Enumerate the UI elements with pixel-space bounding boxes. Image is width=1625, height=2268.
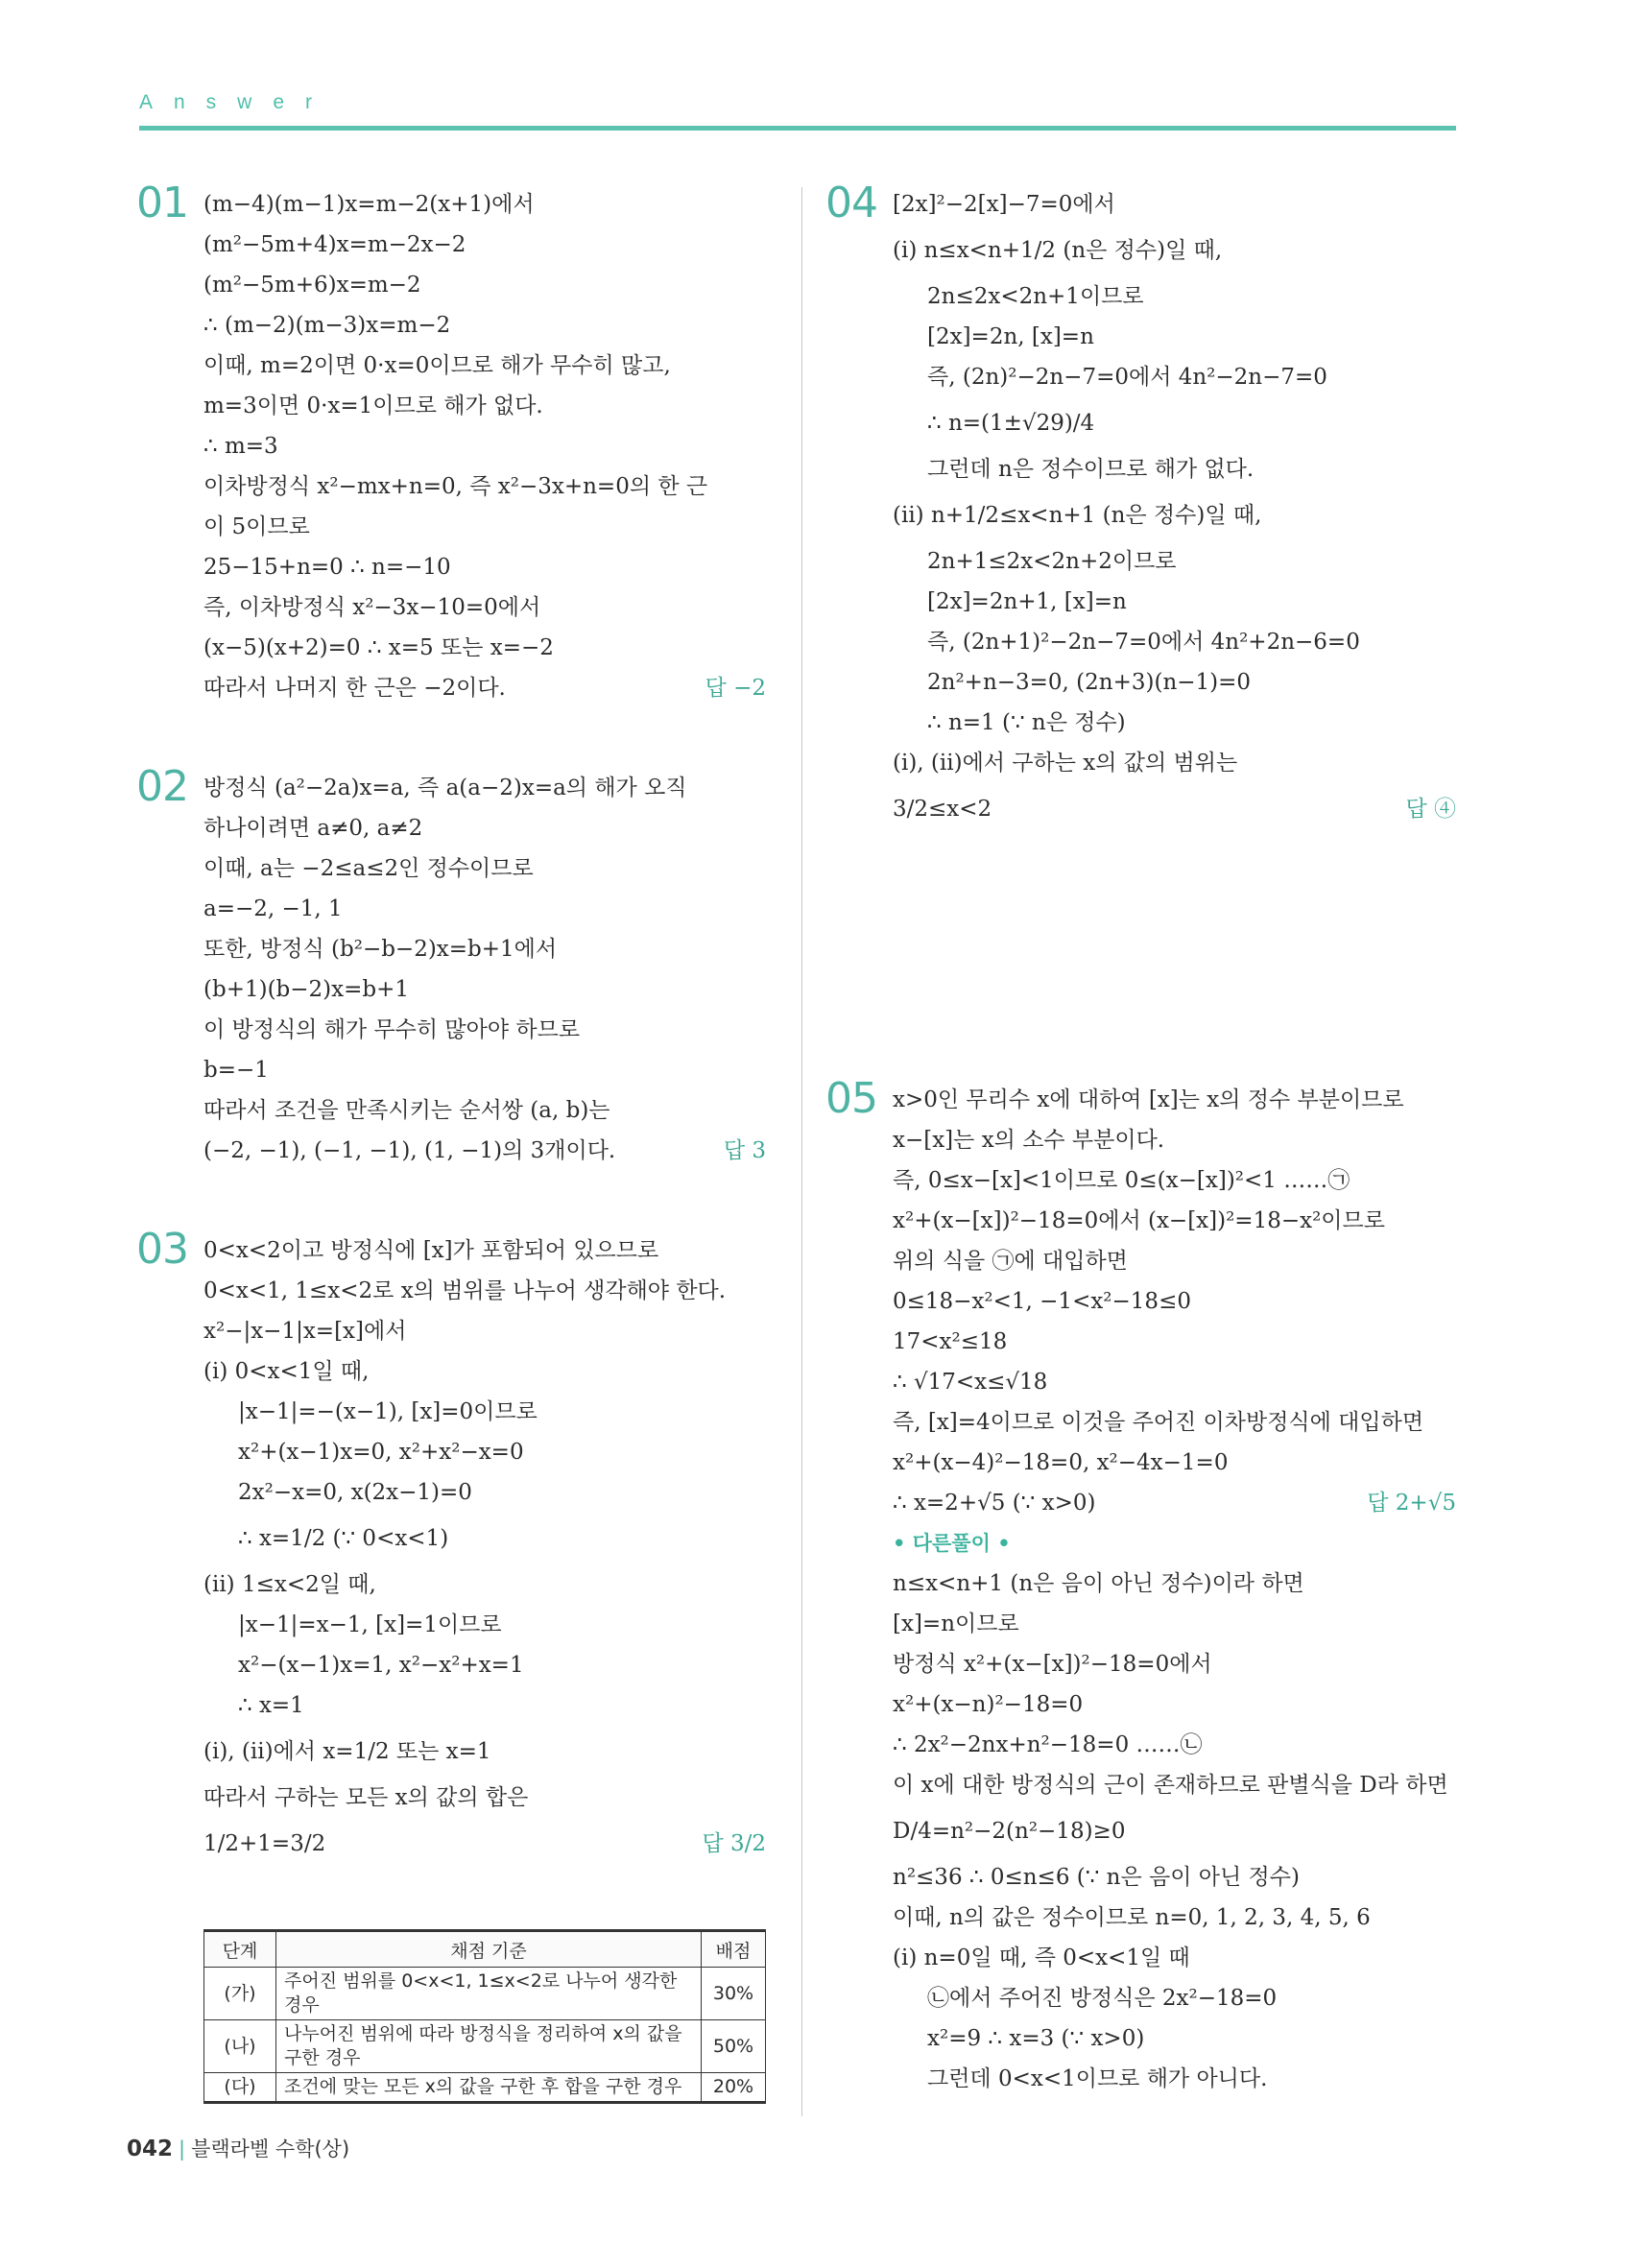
solution-line: (i) n=0일 때, 즉 0<x<1일 때 (893, 1946, 1190, 1970)
column-divider (801, 187, 802, 2116)
solution-line: 이때, m=2이면 0·x=0이므로 해가 무수히 많고, (203, 353, 671, 378)
solution-line: |x−1|=x−1, [x]=1이므로 (238, 1612, 502, 1637)
solution-line: 17<x²≤18 (893, 1329, 1008, 1354)
solution-line: ∴ √17<x≤√18 (893, 1370, 1048, 1395)
solution-line (203, 1818, 766, 1870)
solution-line: ∴ m=3 (203, 434, 278, 459)
header-rule (139, 126, 1456, 131)
solution-line: 이 5이므로 (203, 514, 310, 539)
table-header-row (204, 1931, 766, 1968)
column-header: 배점 (702, 1931, 766, 1968)
problem-number: 01 (136, 179, 188, 227)
solution-line (893, 1483, 1456, 1523)
solution-line: (b+1)(b−2)x=b+1 (203, 977, 410, 1002)
page-number: 042 (127, 2137, 174, 2161)
solution-line: x²+(x−[x])²−18=0에서 (x−[x])²=18−x²이므로 (893, 1208, 1385, 1233)
solution-line: 위의 식을 ㉠에 대입하면 (893, 1249, 1128, 1274)
table-cell: (다) (204, 2073, 276, 2103)
solution-line: (ii) 1≤x<2일 때, (203, 1572, 376, 1597)
solution-line: (i) 0<x<1일 때, (203, 1359, 370, 1384)
solution-line: 2n+1≤2x<2n+2이므로 (927, 549, 1177, 574)
solution-line: 그런데 n은 정수이므로 해가 없다. (927, 457, 1255, 482)
solution-text: 1/2+1=3/2 (203, 1831, 326, 1856)
table-cell: 20% (702, 2073, 766, 2103)
solution-line: 하나이려면 a≠0, a≠2 (203, 816, 423, 841)
problem-number: 04 (825, 179, 877, 227)
table-row (204, 2073, 766, 2103)
solution-line: 즉, (2n)²−2n−7=0에서 4n²−2n−7=0 (927, 365, 1327, 390)
solution-text: (−2, −1), (−1, −1), (1, −1)의 3개이다. (203, 1138, 616, 1163)
answer-label: 답 3/2 (702, 1831, 766, 1856)
solution-line: 즉, (2n+1)²−2n−7=0에서 4n²+2n−6=0 (927, 630, 1360, 655)
solution-line: 즉, 이차방정식 x²−3x−10=0에서 (203, 595, 541, 620)
problem-number: 05 (825, 1074, 877, 1123)
solution-line: 이 x에 대한 방정식의 근이 존재하므로 판별식을 D라 하면 (893, 1773, 1448, 1798)
solution-line: [2x]²−2[x]−7=0에서 (893, 192, 1115, 217)
solution-text: 따라서 나머지 한 근은 −2이다. (203, 676, 506, 701)
table-cell: 조건에 맞는 모든 x의 값을 구한 후 합을 구한 경우 (276, 2073, 702, 2103)
solution-line (203, 1131, 766, 1171)
alt-solution-label: • 다른풀이 • (893, 1532, 1011, 1555)
table-cell: 주어진 범위를 0<x<1, 1≤x<2로 나누어 생각한 경우 (276, 1968, 702, 2020)
solution-line: (i) n≤x<n+1/2 (n은 정수)일 때, (893, 238, 1223, 263)
solution-line: ∴ 2x²−2nx+n²−18=0 ……㉡ (893, 1732, 1203, 1757)
solution-line: 0≤18−x²<1, −1<x²−18≤0 (893, 1289, 1191, 1314)
table-row (204, 1968, 766, 2020)
solution-line: [2x]=2n, [x]=n (927, 324, 1094, 349)
table-cell: 30% (702, 1968, 766, 2020)
page-footer (127, 2134, 349, 2162)
solution-text: 3/2≤x<2 (893, 797, 992, 822)
solution-line: n²≤36 ∴ 0≤n≤6 (∵ n은 음이 아닌 정수) (893, 1865, 1300, 1890)
solution-line: x²−|x−1|x=[x]에서 (203, 1319, 407, 1344)
solution-line: 2x²−x=0, x(2x−1)=0 (238, 1480, 472, 1505)
solution-line: (i), (ii)에서 x=1/2 또는 x=1 (203, 1739, 491, 1764)
book-title: 블랙라벨 수학(상) (191, 2137, 350, 2161)
alt-solution-label-row (893, 1523, 1456, 1564)
solution-line: (x−5)(x+2)=0 ∴ x=5 또는 x=−2 (203, 635, 554, 660)
solution-line: 2n≤2x<2n+1이므로 (927, 284, 1144, 309)
answer-label: 답 3 (723, 1138, 766, 1163)
table-cell: 나누어진 범위에 따라 방정식을 정리하여 x의 값을 구한 경우 (276, 2020, 702, 2073)
problem-number: 03 (136, 1225, 188, 1274)
solution-line: 0<x<2이고 방정식에 [x]가 포함되어 있으므로 (203, 1238, 659, 1263)
table-cell: 50% (702, 2020, 766, 2073)
solution-line: 따라서 조건을 만족시키는 순서쌍 (a, b)는 (203, 1098, 610, 1123)
table-cell: (가) (204, 1968, 276, 2020)
solution-line: ∴ x=1 (238, 1693, 304, 1718)
solution-line: 2n²+n−3=0, (2n+3)(n−1)=0 (927, 670, 1252, 695)
solution-line: 방정식 (a²−2a)x=a, 즉 a(a−2)x=a의 해가 오직 (203, 776, 687, 800)
solution-line (893, 783, 1456, 835)
section-header: Answer (139, 91, 334, 113)
column-header: 단계 (204, 1931, 276, 1968)
answer-label: 답 2+√5 (1367, 1491, 1456, 1516)
solution-line: 이때, n의 값은 정수이므로 n=0, 1, 2, 3, 4, 5, 6 (893, 1905, 1371, 1930)
solution-line: b=−1 (203, 1058, 269, 1083)
solution-line: 이 방정식의 해가 무수히 많아야 하므로 (203, 1017, 581, 1042)
solution-line: 즉, 0≤x−[x]<1이므로 0≤(x−[x])²<1 ……㉠ (893, 1168, 1350, 1193)
solution-line: (m²−5m+6)x=m−2 (203, 273, 421, 298)
solution-line: D/4=n²−2(n²−18)≥0 (893, 1819, 1126, 1844)
solution-line: (m−4)(m−1)x=m−2(x+1)에서 (203, 192, 535, 217)
solution-line: (m²−5m+4)x=m−2x−2 (203, 232, 466, 257)
solution-line: 0<x<1, 1≤x<2로 x의 범위를 나누어 생각해야 한다. (203, 1278, 727, 1303)
answer-label: 답 −2 (705, 676, 766, 701)
grading-table (203, 1929, 766, 2104)
solution-line: ∴ (m−2)(m−3)x=m−2 (203, 313, 451, 338)
solution-line: ㉡에서 주어진 방정식은 2x²−18=0 (927, 1986, 1278, 2011)
solution-line: x²+(x−4)²−18=0, x²−4x−1=0 (893, 1450, 1229, 1475)
solution-line: (i), (ii)에서 구하는 x의 값의 범위는 (893, 751, 1238, 776)
footer-separator: | (179, 2137, 186, 2161)
solution-line (203, 668, 766, 708)
solution-line: x²=9 ∴ x=3 (∵ x>0) (927, 2026, 1145, 2051)
solution-line: ∴ x=1/2 (∵ 0<x<1) (238, 1526, 449, 1551)
solution-line: a=−2, −1, 1 (203, 896, 343, 921)
solution-line: ∴ n=(1±√29)/4 (927, 411, 1095, 436)
solution-line: 또한, 방정식 (b²−b−2)x=b+1에서 (203, 937, 558, 962)
solution-line: x²+(x−1)x=0, x²+x²−x=0 (238, 1440, 524, 1465)
solution-line: (ii) n+1/2≤x<n+1 (n은 정수)일 때, (893, 503, 1262, 528)
solution-line: x−[x]는 x의 소수 부분이다. (893, 1128, 1165, 1153)
solution-line: |x−1|=−(x−1), [x]=0이므로 (238, 1399, 538, 1424)
solution-line: 따라서 구하는 모든 x의 값의 합은 (203, 1785, 529, 1810)
table-cell: (나) (204, 2020, 276, 2073)
solution-text: ∴ x=2+√5 (∵ x>0) (893, 1491, 1096, 1516)
solution-line: [x]=n이므로 (893, 1611, 1019, 1636)
solution-line: ∴ n=1 (∵ n은 정수) (927, 710, 1126, 735)
solution-line: 이때, a는 −2≤a≤2인 정수이므로 (203, 856, 534, 881)
solution-line: 이차방정식 x²−mx+n=0, 즉 x²−3x+n=0의 한 근 (203, 474, 708, 499)
solution-line: 즉, [x]=4이므로 이것을 주어진 이차방정식에 대입하면 (893, 1410, 1424, 1435)
table-row (204, 2020, 766, 2073)
solution-line: 25−15+n=0 ∴ n=−10 (203, 555, 451, 580)
problem-number: 02 (136, 762, 188, 811)
solution-line: x²−(x−1)x=1, x²−x²+x=1 (238, 1653, 524, 1678)
solution-line: [2x]=2n+1, [x]=n (927, 589, 1127, 614)
column-header: 채점 기준 (276, 1931, 702, 1968)
solution-line: 방정식 x²+(x−[x])²−18=0에서 (893, 1652, 1212, 1677)
solution-line: 그런데 0<x<1이므로 해가 아니다. (927, 2066, 1268, 2091)
solution-line: m=3이면 0·x=1이므로 해가 없다. (203, 394, 543, 418)
solution-line: n≤x<n+1 (n은 음이 아닌 정수)이라 하면 (893, 1571, 1304, 1596)
solution-line: x²+(x−n)²−18=0 (893, 1692, 1084, 1717)
solution-line: x>0인 무리수 x에 대하여 [x]는 x의 정수 부분이므로 (893, 1087, 1404, 1112)
answer-label: 답 ④ (1405, 797, 1456, 822)
